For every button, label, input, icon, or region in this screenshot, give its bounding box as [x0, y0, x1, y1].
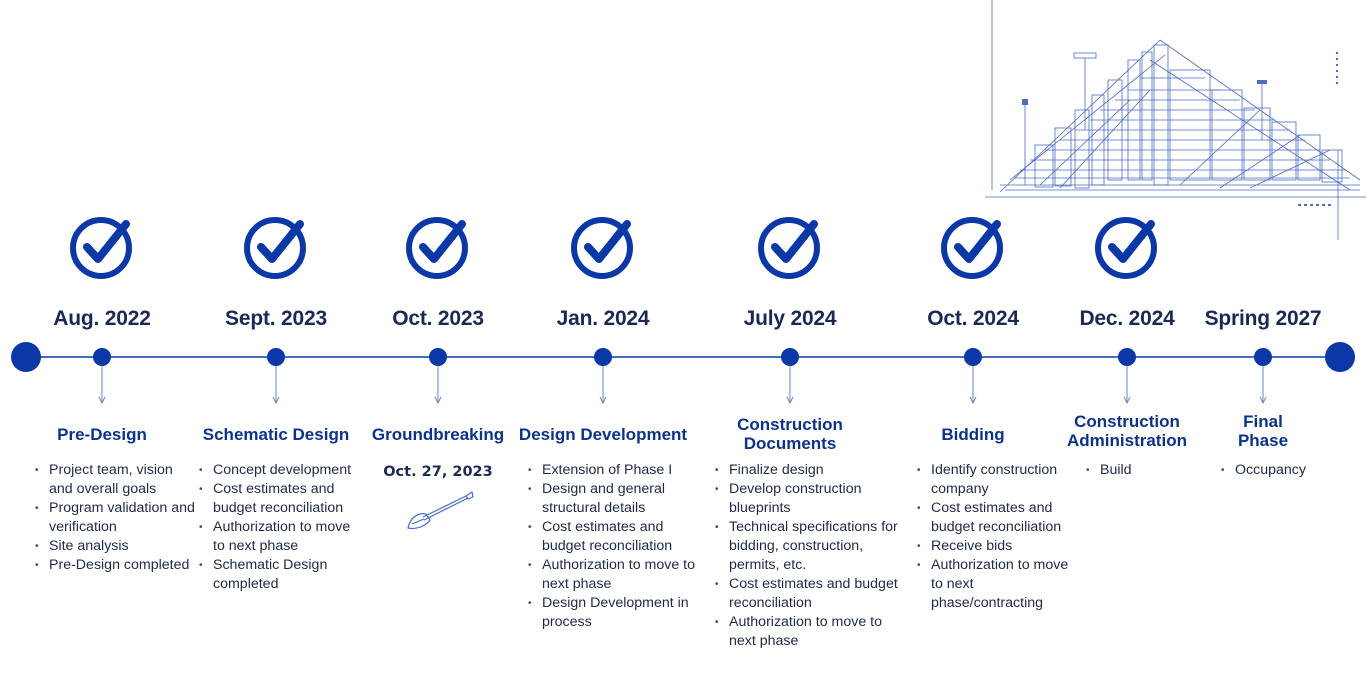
- groundbreaking-date: Oct. 27, 2023: [383, 464, 493, 480]
- timeline-node: [93, 348, 111, 366]
- task-item: • Project team, vision and overall goals: [35, 461, 195, 499]
- task-item: • Finalize design: [715, 461, 900, 480]
- timeline-node: [781, 348, 799, 366]
- arrow-down-icon: [1123, 366, 1131, 404]
- phase-tasks: [199, 461, 359, 594]
- phase-title: Construction Documents: [737, 415, 843, 453]
- task-item: • Technical specifications for bidding, construction, permits, etc.: [715, 518, 900, 575]
- phase-title: Groundbreaking: [371, 424, 505, 444]
- timeline-node: [267, 348, 285, 366]
- task-item: • Cost estimates and budget reconciliation: [528, 518, 698, 556]
- milestone-groundbreaking: [353, 0, 523, 698]
- arrow-down-icon: [98, 366, 106, 404]
- timeline-node: [964, 348, 982, 366]
- task-item: • Program validation and verification: [35, 499, 195, 537]
- task-item: • Site analysis: [35, 537, 195, 556]
- task-item: • Design Development in process: [528, 594, 698, 632]
- arrow-down-icon: [1259, 366, 1267, 404]
- task-item: • Develop construction blueprints: [715, 480, 900, 518]
- check-circle-icon: [756, 212, 824, 280]
- phase-title: Pre-Design: [57, 424, 147, 444]
- phase-tasks: [715, 461, 900, 651]
- milestone-date: Jan. 2024: [556, 307, 650, 330]
- shovel-icon: [404, 490, 474, 536]
- task-item: • Authorization to move to next phase: [715, 613, 900, 651]
- phase-tasks: [528, 461, 698, 632]
- task-item: • Build: [1086, 461, 1206, 480]
- milestone-date: Aug. 2022: [53, 307, 151, 330]
- arrow-down-icon: [434, 366, 442, 404]
- task-item: • Cost estimates and budget reconciliation: [715, 575, 900, 613]
- task-item: • Receive bids: [917, 537, 1077, 556]
- phase-title: Bidding: [941, 424, 1005, 444]
- arrow-down-icon: [599, 366, 607, 404]
- task-item: • Cost estimates and budget reconciliation: [199, 480, 359, 518]
- timeline-node: [1254, 348, 1272, 366]
- task-item: • Authorization to move to next phase: [528, 556, 698, 594]
- task-item: • Pre-Design completed: [35, 556, 195, 575]
- milestone-date: Oct. 2023: [392, 307, 484, 330]
- timeline-node: [1118, 348, 1136, 366]
- task-item: • Design and general structural details: [528, 480, 698, 518]
- milestone-bidding: [888, 0, 1069, 698]
- phase-title: Design Development: [518, 424, 688, 444]
- task-item: • Schematic Design completed: [199, 556, 359, 594]
- check-circle-icon: [242, 212, 310, 280]
- phase-title: Schematic Design: [202, 424, 350, 444]
- check-circle-icon: [404, 212, 472, 280]
- phase-title: Construction Administration: [1067, 412, 1187, 450]
- milestone-date: July 2024: [743, 307, 837, 330]
- milestone-construction-documents: [705, 0, 898, 698]
- arrow-down-icon: [786, 366, 794, 404]
- arrow-down-icon: [272, 366, 280, 404]
- phase-tasks: [35, 461, 195, 575]
- task-item: • Authorization to move to next phase: [199, 518, 359, 556]
- task-item: • Authorization to move to next phase/contracting: [917, 556, 1077, 613]
- task-item: • Cost estimates and budget reconciliation: [917, 499, 1077, 537]
- phase-title: Final Phase: [1237, 412, 1289, 450]
- phase-tasks: [1221, 461, 1331, 480]
- task-item: • Concept development: [199, 461, 359, 480]
- check-circle-icon: [939, 212, 1007, 280]
- task-item: • Extension of Phase I: [528, 461, 698, 480]
- milestone-date: Spring 2027: [1204, 307, 1322, 330]
- milestone-date: Dec. 2024: [1079, 307, 1175, 330]
- milestone-date: Oct. 2024: [927, 307, 1019, 330]
- milestone-date: Sept. 2023: [225, 307, 327, 330]
- check-circle-icon: [68, 212, 136, 280]
- check-circle-icon: [569, 212, 637, 280]
- milestone-pre-design: [17, 0, 195, 698]
- timeline-node: [429, 348, 447, 366]
- task-item: • Identify construction company: [917, 461, 1077, 499]
- arrow-down-icon: [969, 366, 977, 404]
- milestone-design-development: [518, 0, 695, 698]
- milestone-schematic-design: [191, 0, 361, 698]
- check-circle-icon: [1093, 212, 1161, 280]
- task-item: • Occupancy: [1221, 461, 1331, 480]
- milestone-final-phase: [1178, 0, 1348, 698]
- timeline-node: [594, 348, 612, 366]
